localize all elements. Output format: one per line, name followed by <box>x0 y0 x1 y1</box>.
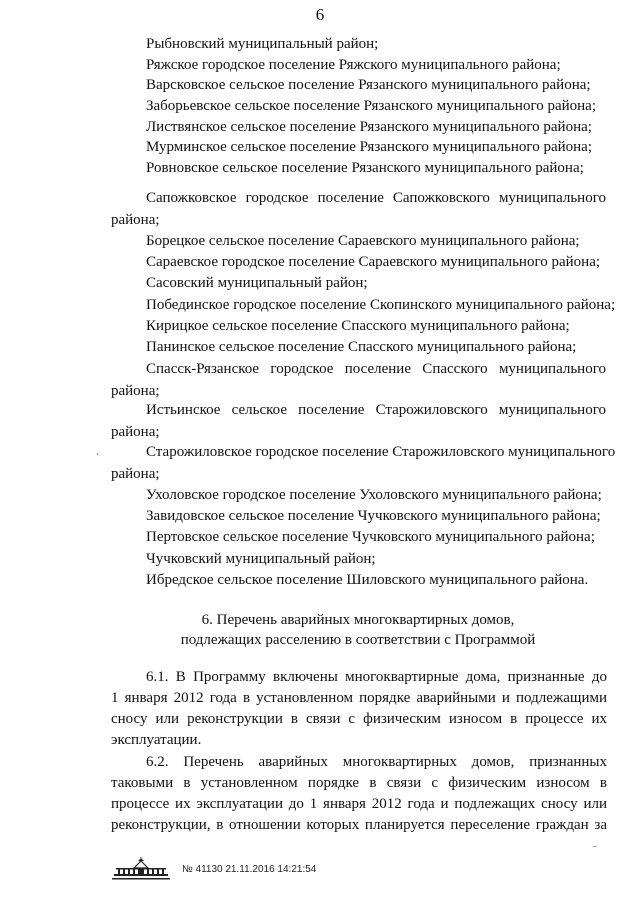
paragraph-line: таковыми в установленном порядке в связи с физическим износом в <box>111 775 607 791</box>
paragraph-line: сносу или реконструкции в связи с физическим износом в процессе их <box>111 711 607 727</box>
paragraph-line: 6.1. В Программу включены многоквартирные дома, признанные до <box>146 669 607 685</box>
list-item: Сасовский муниципальный район; <box>146 275 368 291</box>
list-item: Спасск-Рязанское городское поселение Спасского муниципального <box>146 361 606 377</box>
registration-stamp: № 41130 21.11.2016 14:21:54 <box>182 863 317 875</box>
list-item: Завидовское сельское поселение Чучковского муниципального района; <box>146 508 601 524</box>
section-title: подлежащих расселению в соответствии с Программой <box>180 632 536 648</box>
footer <box>112 857 316 881</box>
scan-mark: ⁻ <box>592 844 598 855</box>
paragraph-line: реконструкции, в отношении которых планируется переселение граждан за <box>111 817 607 833</box>
list-item: Мурминское сельское поселение Рязанского муниципального района; <box>146 139 592 155</box>
government-building-logo <box>112 857 170 881</box>
list-item: Ибредское сельское поселение Шиловского муниципального района. <box>146 572 589 588</box>
paragraph-line: 6.2. Перечень аварийных многоквартирных домов, признанных <box>146 754 607 770</box>
scan-mark: ˙ <box>95 453 100 464</box>
list-item-continuation: района; <box>111 424 160 440</box>
list-item: Листвянское сельское поселение Рязанского муниципального района; <box>146 119 592 135</box>
list-item: Чучковский муниципальный район; <box>146 551 376 567</box>
list-item: Заборьевское сельское поселение Рязанского муниципального района; <box>146 98 597 114</box>
list-item: Старожиловское городское поселение Старожиловского муниципального <box>146 444 616 460</box>
paragraph-line: 1 января 2012 года в установленном порядке аварийными и подлежащими <box>111 690 607 706</box>
list-item: Рыбновский муниципальный район; <box>146 36 379 52</box>
section-title: 6. Перечень аварийных многоквартирных домов, <box>201 612 515 628</box>
list-item: Пертовское сельское поселение Чучковского муниципального района; <box>146 529 595 545</box>
list-item: Ухоловское городское поселение Ухоловского муниципального района; <box>146 487 602 503</box>
list-item: Ряжское городское поселение Ряжского муниципального района; <box>146 57 561 73</box>
page-number: 6 <box>315 5 325 24</box>
list-item: Побединское городское поселение Скопинского муниципального района; <box>146 297 616 313</box>
list-item: Варсковское сельское поселение Рязанского муниципального района; <box>146 77 591 93</box>
list-item: Сапожковское городское поселение Сапожковского муниципального <box>146 190 606 206</box>
list-item: Панинское сельское поселение Спасского муниципального района; <box>146 339 577 355</box>
paragraph-line: процессе их эксплуатации до 1 января 2012 года и подлежащих сносу или <box>111 796 607 812</box>
list-item: Истьинское сельское поселение Старожиловского муниципального <box>146 402 606 418</box>
list-item-continuation: района; <box>111 383 160 399</box>
list-item: Кирицкое сельское поселение Спасского муниципального района; <box>146 318 570 334</box>
list-item-continuation: района; <box>111 466 160 482</box>
list-item: Ровновское сельское поселение Рязанского муниципального района; <box>146 160 584 176</box>
list-item-continuation: района; <box>111 212 160 228</box>
paragraph-line: эксплуатации. <box>111 732 202 748</box>
list-item: Сараевское городское поселение Сараевского муниципального района; <box>146 254 601 270</box>
list-item: Борецкое сельское поселение Сараевского муниципального района; <box>146 233 580 249</box>
